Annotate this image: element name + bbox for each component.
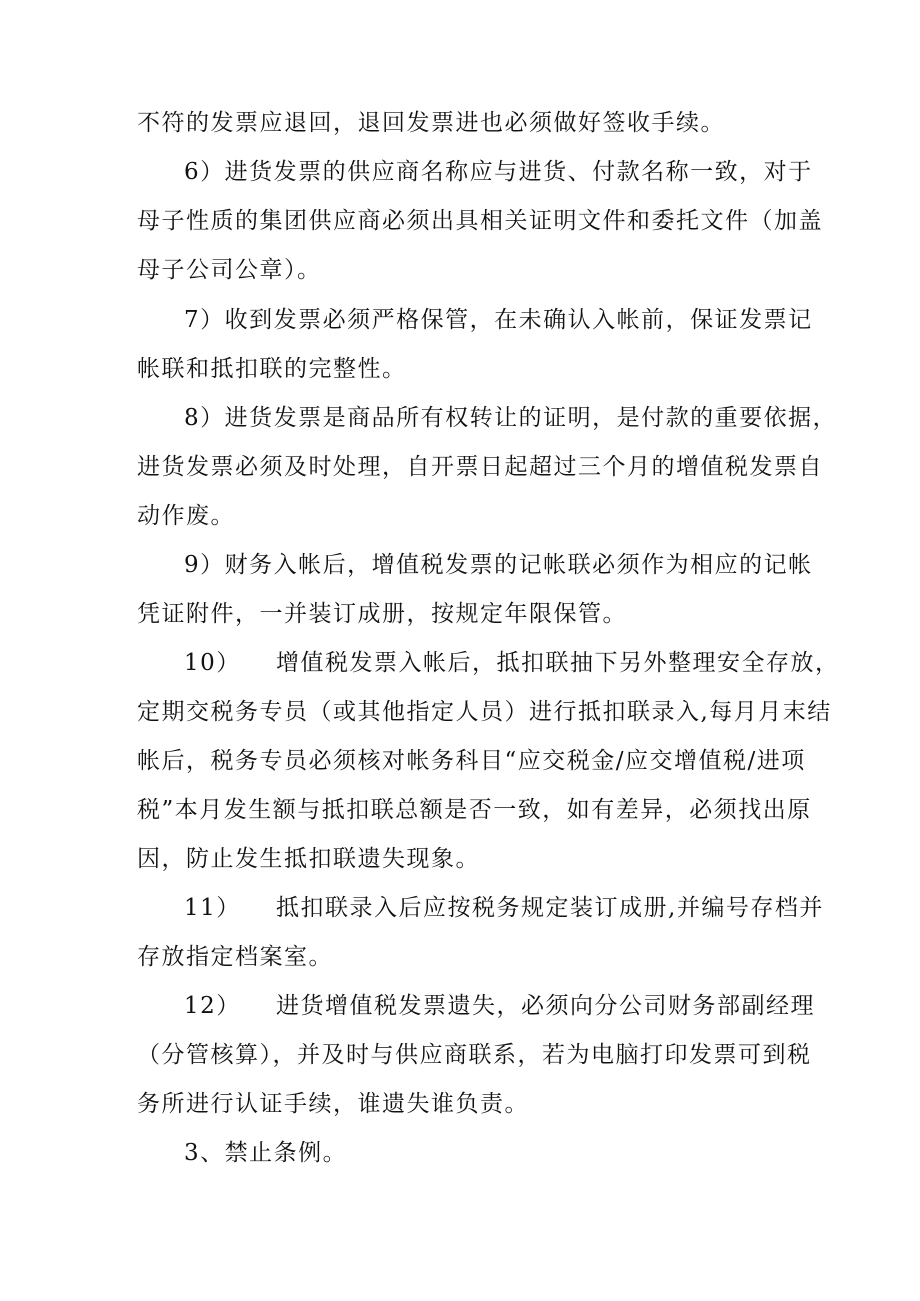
text-line: 不符的发票应退回，退回发票进也必须做好签收手续。 (137, 110, 725, 136)
text-line: 帐联和抵扣联的完整性。 (137, 356, 407, 382)
text-line: 7）收到发票必须严格保管，在未确认入帐前，保证发票记 (184, 307, 813, 333)
text-line: 定期交税务专员（或其他指定人员）进行抵扣联录入,每月月末结 (137, 699, 832, 725)
text-line: 母子公司公章）。 (137, 257, 322, 283)
text-line: 10） 增值税发票入帐后，抵扣联抽下另外整理安全存放， (184, 650, 840, 676)
text-line: 母子性质的集团供应商必须出具相关证明文件和委托文件（加盖 (137, 208, 823, 234)
text-line: 务所进行认证手续，谁遗失谁负责。 (137, 1091, 529, 1117)
text-line: 9）财务入帐后，增值税发票的记帐联必须作为相应的记帐 (184, 552, 813, 578)
text-line: 11） 抵扣联录入后应按税务规定装订成册,并编号存档并 (184, 895, 824, 921)
text-line: 动作废。 (137, 503, 235, 529)
text-line: （分管核算），并及时与供应商联系，若为电脑打印发票可到税 (137, 1042, 812, 1068)
text-line: 进货发票必须及时处理，自开票日起超过三个月的增值税发票自 (137, 454, 823, 480)
section-heading: 3、禁止条例。 (184, 1140, 348, 1166)
text-line: 12） 进货增值税发票遗失，必须向分公司财务部副经理 (184, 993, 816, 1019)
text-line: 凭证附件，一并装订成册，按规定年限保管。 (137, 601, 627, 627)
text-line: 帐后，税务专员必须核对帐务科目“应交税金/应交增值税/进项 (137, 748, 806, 774)
text-line: 税”本月发生额与抵扣联总额是否一致，如有差异，必须找出原 (137, 797, 812, 823)
text-line: 8）进货发票是商品所有权转让的证明，是付款的重要依据， (184, 405, 838, 431)
text-line: 6）进货发票的供应商名称应与进货、付款名称一致，对于 (184, 159, 813, 185)
text-line: 存放指定档案室。 (137, 944, 333, 970)
text-line: 因，防止发生抵扣联遗失现象。 (137, 846, 480, 872)
